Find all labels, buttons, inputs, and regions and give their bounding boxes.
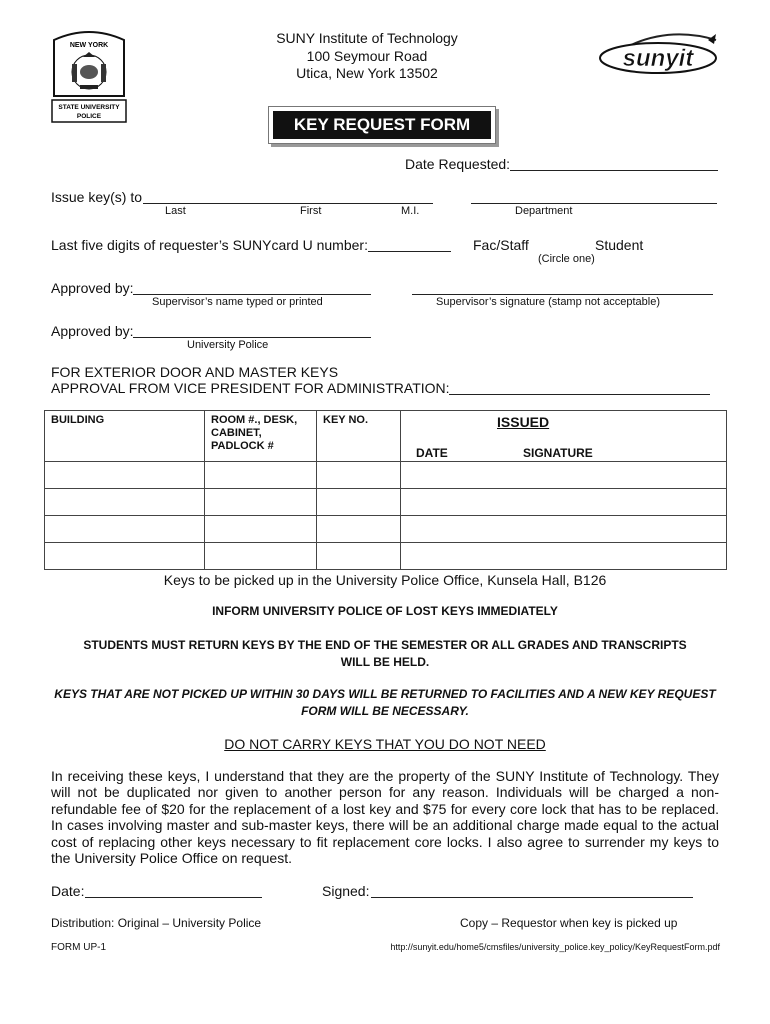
table-row <box>45 489 727 516</box>
police-approved-by-label: Approved by: <box>51 323 134 339</box>
institution-name: SUNY Institute of Technology <box>276 30 458 46</box>
date-requested-field[interactable] <box>510 170 718 171</box>
form-url[interactable]: http://sunyit.edu/home5/cmsfiles/university_police.key_policy/KeyRequestForm.pdf <box>390 942 720 952</box>
building-cell[interactable] <box>45 462 205 489</box>
issued-cell[interactable] <box>401 462 727 489</box>
form-title-box <box>268 106 496 144</box>
lost-keys-notice: INFORM UNIVERSITY POLICE OF LOST KEYS IMMEDIATELY <box>212 604 558 618</box>
student-option[interactable]: Student <box>595 237 644 253</box>
key-no-header: KEY NO. <box>317 411 401 462</box>
state-university-police-logo <box>50 30 128 124</box>
first-label: First <box>300 205 322 217</box>
mi-label: M.I. <box>401 205 420 217</box>
svg-text:POLICE: POLICE <box>76 113 102 120</box>
issue-keys-label: Issue key(s) to <box>51 189 143 205</box>
building-cell[interactable] <box>45 489 205 516</box>
agreement-paragraph: In receiving these keys, I understand that they are the property of the SUNY Institute of Technology. They will not be duplicated nor given to another person for any reason. Individuals will be charged a non-refundable fee of $20 for the replacement of a lost key and $75 for every core lock that has to be replaced. In cases involving master and sub-master keys, there will be an additional charge made equal to the actual cost of replacing other keys necessary to fit replacement core locks. I also agree to surrender my keys to the University Police Office on request. <box>51 768 719 867</box>
svg-text:STATE UNIVERSITY: STATE UNIVERSITY <box>58 104 120 111</box>
signed-label: Signed: <box>322 883 370 899</box>
fac-staff-option[interactable]: Fac/Staff <box>473 237 529 253</box>
building-header: BUILDING <box>45 411 205 462</box>
svg-text:sunyit: sunyit <box>622 45 694 72</box>
police-approval-field[interactable] <box>133 337 371 338</box>
pickup-notice: Keys to be picked up in the University Police Office, Kunsela Hall, B126 <box>163 572 607 588</box>
signature-field[interactable] <box>371 897 693 898</box>
date-field[interactable] <box>85 897 262 898</box>
issued-cell[interactable] <box>401 489 727 516</box>
table-row <box>45 462 727 489</box>
circle-one-note: (Circle one) <box>538 253 595 265</box>
key-no-cell[interactable] <box>317 516 401 543</box>
issued-cell[interactable] <box>401 543 727 570</box>
room-cell[interactable] <box>205 462 317 489</box>
issued-header <box>401 411 727 462</box>
sunycard-field[interactable] <box>368 251 451 252</box>
sunycard-label: Last five digits of requester’s SUNYcard U number: <box>51 237 368 253</box>
date-label: Date: <box>51 883 85 899</box>
street-address: 100 Seymour Road <box>306 47 428 64</box>
return-keys-notice: STUDENTS MUST RETURN KEYS BY THE END OF THE SEMESTER OR ALL GRADES AND TRANSCRIPTS WILL BE HELD. <box>83 638 687 669</box>
supervisor-name-caption: Supervisor’s name typed or printed <box>152 296 323 308</box>
key-no-cell[interactable] <box>317 543 401 570</box>
requester-name-field[interactable] <box>143 203 433 204</box>
room-cell[interactable] <box>205 543 317 570</box>
distribution-note: Distribution: Original – University Police <box>51 916 262 930</box>
thirty-days-notice: KEYS THAT ARE NOT PICKED UP WITHIN 30 DAYS WILL BE RETURNED TO FACILITIES AND A NEW KEY REQUEST FORM WILL BE NECESSARY. <box>54 687 716 718</box>
issued-label: ISSUED <box>497 414 550 430</box>
building-cell[interactable] <box>45 543 205 570</box>
city-address: Utica, New York 13502 <box>296 65 438 81</box>
room-cell[interactable] <box>205 489 317 516</box>
department-label: Department <box>515 205 573 217</box>
form-title: KEY REQUEST FORM <box>273 111 491 139</box>
logo-top-text: NEW YORK <box>69 42 109 49</box>
key-table <box>44 410 727 570</box>
university-police-caption: University Police <box>187 339 269 351</box>
table-row <box>45 516 727 543</box>
supervisor-signature-field[interactable] <box>412 294 713 295</box>
key-no-cell[interactable] <box>317 489 401 516</box>
date-requested-label: Date Requested: <box>405 156 511 172</box>
issued-cell[interactable] <box>401 516 727 543</box>
supervisor-name-field[interactable] <box>133 294 371 295</box>
table-row <box>45 543 727 570</box>
sunyit-logo <box>596 32 720 78</box>
exterior-keys-note: FOR EXTERIOR DOOR AND MASTER KEYS <box>51 364 339 380</box>
vp-approval-label: APPROVAL FROM VICE PRESIDENT FOR ADMINISTRATION: <box>51 380 450 396</box>
room-header: ROOM #., DESK, CABINET, PADLOCK # <box>205 411 317 462</box>
last-label: Last <box>165 205 186 217</box>
approved-by-label: Approved by: <box>51 280 134 296</box>
signature-col-label: SIGNATURE <box>523 446 593 460</box>
date-col-label: DATE <box>416 446 448 460</box>
department-field[interactable] <box>471 203 717 204</box>
building-cell[interactable] <box>45 516 205 543</box>
do-not-carry-notice: DO NOT CARRY KEYS THAT YOU DO NOT NEED <box>224 736 546 752</box>
key-no-cell[interactable] <box>317 462 401 489</box>
room-cell[interactable] <box>205 516 317 543</box>
vp-approval-field[interactable] <box>449 394 710 395</box>
supervisor-signature-caption: Supervisor’s signature (stamp not acceptable) <box>436 296 660 308</box>
copy-note: Copy – Requestor when key is picked up <box>460 916 678 930</box>
form-number: FORM UP-1 <box>51 942 106 953</box>
